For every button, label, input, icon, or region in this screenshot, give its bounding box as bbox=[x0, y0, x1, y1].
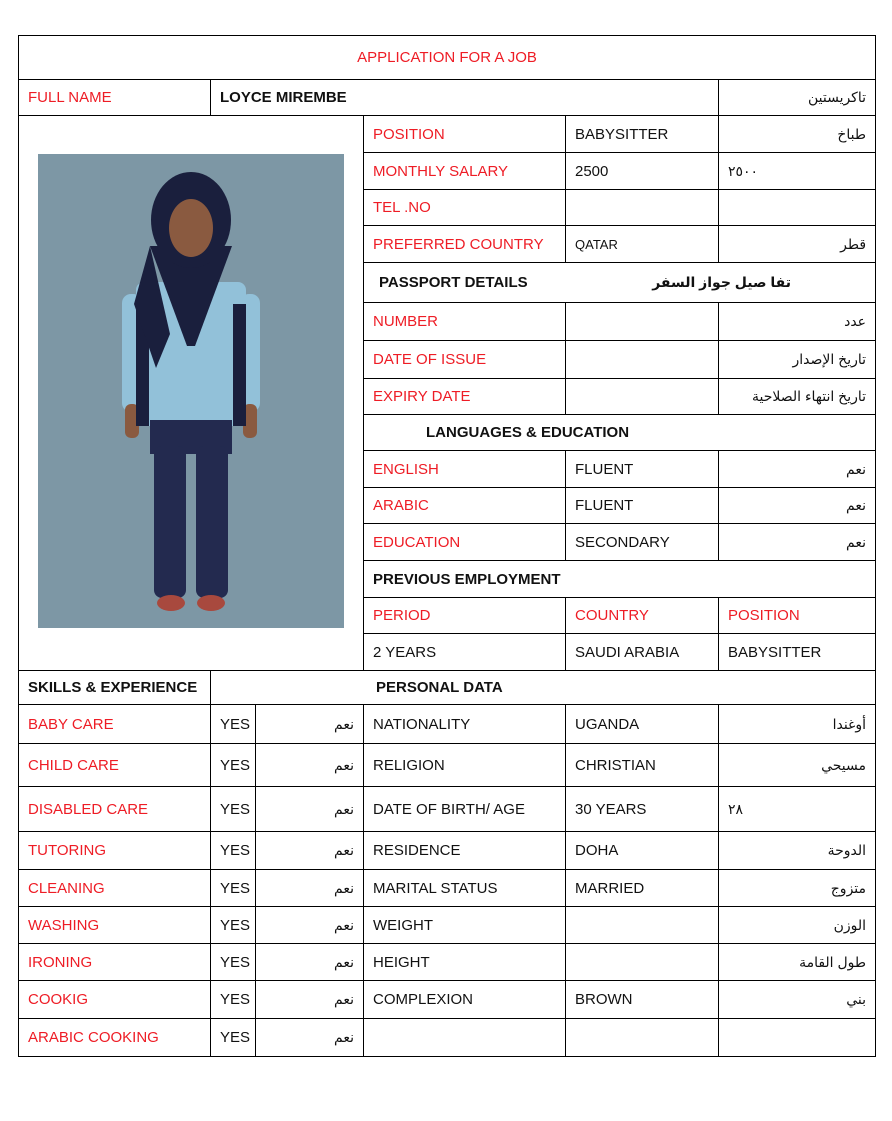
page-title: APPLICATION FOR A JOB bbox=[19, 36, 876, 80]
personal-field-label: WEIGHT bbox=[364, 907, 566, 944]
country-label: PREFERRED COUNTRY bbox=[364, 226, 566, 263]
skill-label: CLEANING bbox=[19, 870, 211, 907]
skill-yes: YES bbox=[211, 944, 256, 981]
skill-label: WASHING bbox=[19, 907, 211, 944]
personal-field-arabic: الدوحة bbox=[719, 832, 876, 870]
skill-label: COOKIG bbox=[19, 981, 211, 1019]
languages-education-header: LANGUAGES & EDUCATION bbox=[364, 415, 876, 451]
personal-field-value bbox=[566, 907, 719, 944]
personal-field-label: DATE OF BIRTH/ AGE bbox=[364, 787, 566, 832]
skill-yes-arabic: نعم bbox=[256, 705, 364, 744]
full-name-arabic: تاكريستين bbox=[719, 80, 876, 116]
date-of-issue-value bbox=[566, 341, 719, 379]
employment-country-value: SAUDI ARABIA bbox=[566, 634, 719, 671]
expiry-date-label: EXPIRY DATE bbox=[364, 379, 566, 415]
passport-number-value bbox=[566, 303, 719, 341]
arabic-label: ARABIC bbox=[364, 488, 566, 524]
employment-position-value: BABYSITTER bbox=[719, 634, 876, 671]
full-name-label: FULL NAME bbox=[19, 80, 211, 116]
skill-yes-arabic: نعم bbox=[256, 870, 364, 907]
arabic-arabic: نعم bbox=[719, 488, 876, 524]
passport-details-header bbox=[364, 263, 876, 303]
tel-value bbox=[566, 190, 719, 226]
personal-field-label bbox=[364, 1019, 566, 1057]
tel-arabic bbox=[719, 190, 876, 226]
personal-field-value: BROWN bbox=[566, 981, 719, 1019]
skill-yes: YES bbox=[211, 1019, 256, 1057]
country-value: QATAR bbox=[566, 226, 719, 263]
position-label: POSITION bbox=[364, 116, 566, 153]
skill-yes-arabic: نعم bbox=[256, 1019, 364, 1057]
personal-field-arabic: أوغندا bbox=[719, 705, 876, 744]
application-form bbox=[18, 35, 875, 1057]
employment-period-value: 2 YEARS bbox=[364, 634, 566, 671]
skill-yes: YES bbox=[211, 832, 256, 870]
personal-field-value: UGANDA bbox=[566, 705, 719, 744]
skills-experience-header: SKILLS & EXPERIENCE bbox=[19, 671, 211, 705]
skill-label: CHILD CARE bbox=[19, 744, 211, 787]
skill-yes-arabic: نعم bbox=[256, 832, 364, 870]
personal-data-header: PERSONAL DATA bbox=[211, 671, 876, 705]
education-arabic: نعم bbox=[719, 524, 876, 561]
personal-field-value: MARRIED bbox=[566, 870, 719, 907]
skill-yes: YES bbox=[211, 787, 256, 832]
english-value: FLUENT bbox=[566, 451, 719, 488]
country-column-header: COUNTRY bbox=[566, 598, 719, 634]
personal-field-value bbox=[566, 944, 719, 981]
personal-field-label: COMPLEXION bbox=[364, 981, 566, 1019]
passport-details-heading: PASSPORT DETAILS bbox=[379, 274, 528, 291]
skill-yes-arabic: نعم bbox=[256, 907, 364, 944]
skill-label: TUTORING bbox=[19, 832, 211, 870]
arabic-value: FLUENT bbox=[566, 488, 719, 524]
personal-field-arabic: ٢٨ bbox=[719, 787, 876, 832]
skill-label: ARABIC COOKING bbox=[19, 1019, 211, 1057]
personal-field-label: RESIDENCE bbox=[364, 832, 566, 870]
education-value: SECONDARY bbox=[566, 524, 719, 561]
personal-field-value bbox=[566, 1019, 719, 1057]
tel-label: TEL .NO bbox=[364, 190, 566, 226]
skill-label: BABY CARE bbox=[19, 705, 211, 744]
skill-label: DISABLED CARE bbox=[19, 787, 211, 832]
position-arabic: طباخ bbox=[719, 116, 876, 153]
passport-number-label: NUMBER bbox=[364, 303, 566, 341]
personal-field-label: NATIONALITY bbox=[364, 705, 566, 744]
personal-field-arabic: مسيحي bbox=[719, 744, 876, 787]
period-column-header: PERIOD bbox=[364, 598, 566, 634]
salary-arabic: ٢٥٠٠ bbox=[719, 153, 876, 190]
expiry-date-value bbox=[566, 379, 719, 415]
applicant-photo-cell bbox=[19, 116, 364, 671]
country-arabic: قطر bbox=[719, 226, 876, 263]
skill-yes-arabic: نعم bbox=[256, 787, 364, 832]
personal-field-arabic: بني bbox=[719, 981, 876, 1019]
form-table bbox=[18, 35, 876, 1057]
skill-yes: YES bbox=[211, 870, 256, 907]
personal-field-value: 30 YEARS bbox=[566, 787, 719, 832]
position-value: BABYSITTER bbox=[566, 116, 719, 153]
skill-yes-arabic: نعم bbox=[256, 744, 364, 787]
personal-field-arabic: الوزن bbox=[719, 907, 876, 944]
full-name-value: LOYCE MIREMBE bbox=[211, 80, 719, 116]
passport-number-arabic: عدد bbox=[719, 303, 876, 341]
personal-field-label: HEIGHT bbox=[364, 944, 566, 981]
skill-yes: YES bbox=[211, 744, 256, 787]
skill-yes: YES bbox=[211, 907, 256, 944]
date-of-issue-label: DATE OF ISSUE bbox=[364, 341, 566, 379]
education-label: EDUCATION bbox=[364, 524, 566, 561]
skill-yes-arabic: نعم bbox=[256, 944, 364, 981]
previous-employment-header: PREVIOUS EMPLOYMENT bbox=[364, 561, 876, 598]
skill-label: IRONING bbox=[19, 944, 211, 981]
personal-field-label: RELIGION bbox=[364, 744, 566, 787]
salary-label: MONTHLY SALARY bbox=[364, 153, 566, 190]
passport-details-heading-arabic: تفا صيل جواز السفر bbox=[652, 274, 792, 290]
english-label: ENGLISH bbox=[364, 451, 566, 488]
applicant-photo bbox=[38, 154, 344, 628]
personal-field-value: CHRISTIAN bbox=[566, 744, 719, 787]
salary-value: 2500 bbox=[566, 153, 719, 190]
personal-field-label: MARITAL STATUS bbox=[364, 870, 566, 907]
skill-yes: YES bbox=[211, 705, 256, 744]
personal-field-arabic: متزوج bbox=[719, 870, 876, 907]
skill-yes-arabic: نعم bbox=[256, 981, 364, 1019]
personal-field-value: DOHA bbox=[566, 832, 719, 870]
skill-yes: YES bbox=[211, 981, 256, 1019]
english-arabic: نعم bbox=[719, 451, 876, 488]
expiry-date-arabic: تاريخ انتهاء الصلاحية bbox=[719, 379, 876, 415]
date-of-issue-arabic: تاريخ الإصدار bbox=[719, 341, 876, 379]
personal-field-arabic bbox=[719, 1019, 876, 1057]
position-column-header: POSITION bbox=[719, 598, 876, 634]
personal-field-arabic: طول القامة bbox=[719, 944, 876, 981]
